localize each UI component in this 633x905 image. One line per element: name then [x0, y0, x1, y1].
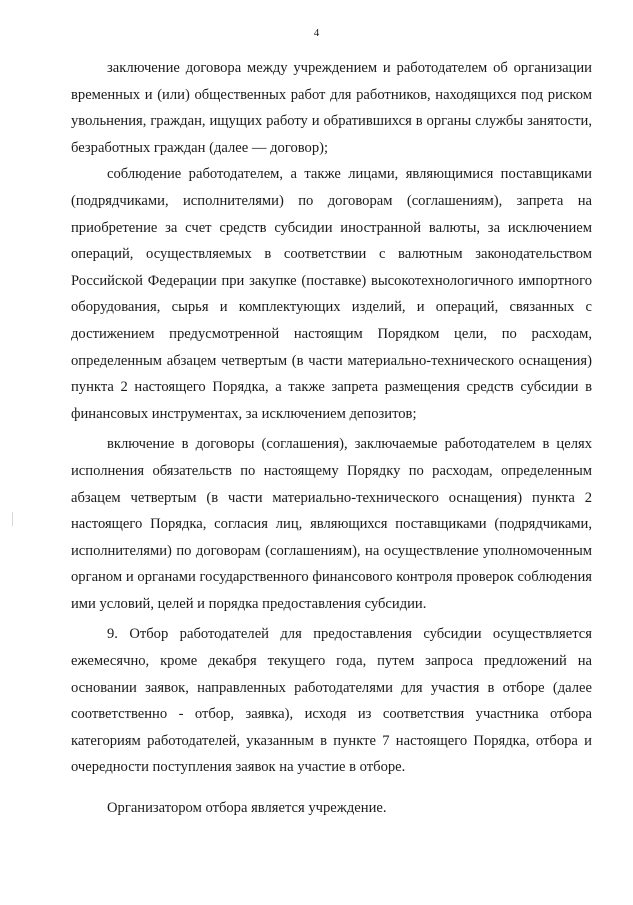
- document-body: [71, 55, 592, 822]
- paragraph-contract-conclusion: заключение договора между учреждением и работодателем об организации временных и (или) общественных работ для работников, находящихся под риском увольнения, граждан, ищущих работу и обратившихся в органы службы занятости, безработных граждан (далее — договор);: [71, 60, 592, 156]
- paragraph-contract-inclusion: включение в договоры (соглашения), заключаемые работодателем в целях исполнения обязательств по настоящему Порядку по расходам, определенным абзацем четвертым (в части материально-технического оснащения) пункта 2 настоящего Порядка, согласия лиц, являющихся поставщиками (подрядчиками, исполнителями) по договорам (соглашениям), на осуществление уполномоченным органом и органами государственного финансового контроля проверок соблюдения ими условий, целей и порядка предоставления субсидии.: [71, 436, 592, 612]
- paragraph-selection-organizer: Организатором отбора является учреждение.: [107, 800, 387, 817]
- page-number: 4: [313, 27, 320, 39]
- paragraph-currency-prohibition: соблюдение работодателем, а также лицами, являющимися поставщиками (подрядчиками, исполнителями) по договорам (соглашениям), запрета на приобретение за счет средств субсидии иностранной валюты, за исключением операций, осуществляемых в соответствии с валютным законодательством Российской Федерации при закупке (поставке) высокотехнологичного импортного оборудования, сырья и комплектующих изделий, и операций, связанных с достижением предусмотренной настоящим Порядком цели, по расходам, определенным абзацем четвертым (в части материально-технического оснащения) пункта 2 настоящего Порядка, а также запрета размещения средств субсидии в финансовых инструментах, за исключением депозитов;: [71, 166, 592, 422]
- paragraph-employer-selection: 9. Отбор работодателей для предоставления субсидии осуществляется ежемесячно, кроме декабря текущего года, путем запроса предложений на основании заявок, направленных работодателями для участия в отборе (далее соответственно - отбор, заявка), исходя из соответствия участника отбора категориям работодателей, указанным в пункте 7 настоящего Порядка, отбора и очередности поступления заявок на участие в отборе.: [71, 626, 592, 776]
- scan-margin-mark: [12, 512, 13, 526]
